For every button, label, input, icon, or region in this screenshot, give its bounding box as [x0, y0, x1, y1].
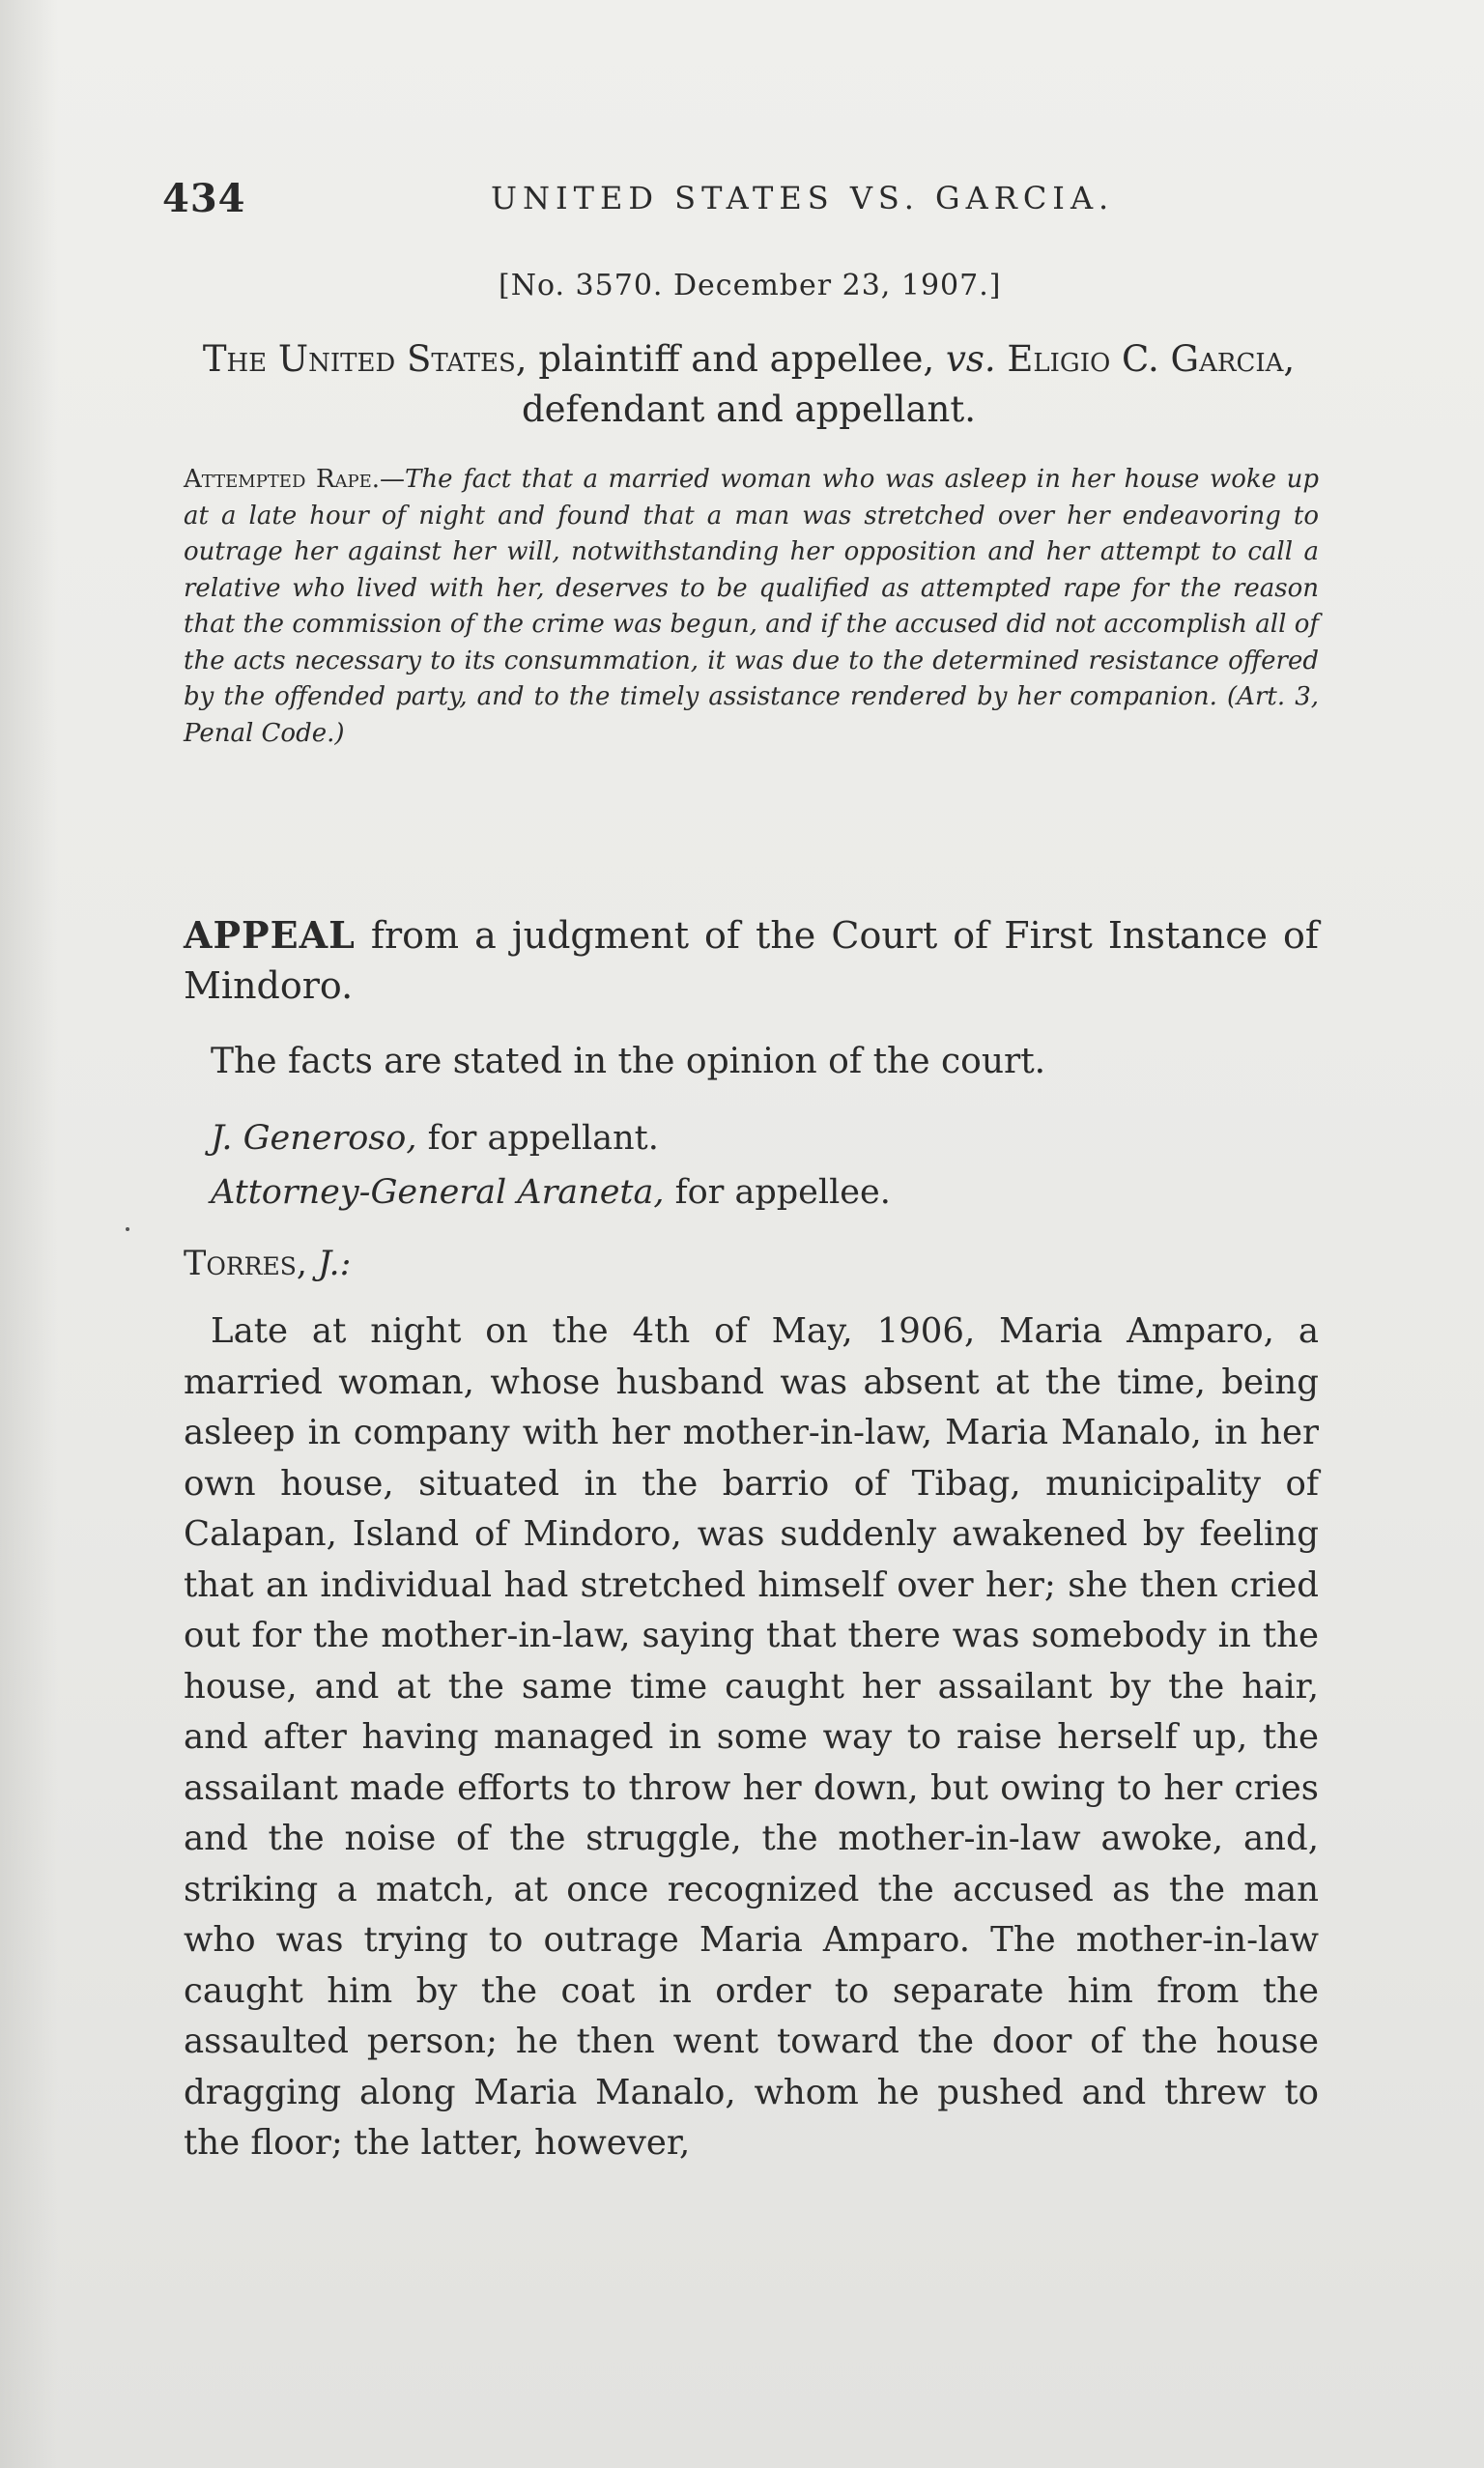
counsel-block [211, 1111, 1312, 1220]
plaintiff-role: , plaintiff and appellee, [515, 338, 946, 380]
appellee-counsel-name: Attorney-General Araneta, [211, 1173, 665, 1212]
judge-name: Torres, [184, 1245, 307, 1283]
appellant-counsel [211, 1111, 1312, 1165]
versus: vs. [945, 338, 996, 380]
appeal-text: from a judgment of the Court of First Instance of Mindoro. [184, 914, 1319, 1007]
docket-line: [No. 3570. December 23, 1907.] [499, 269, 1002, 302]
appeal-lead: APPEAL [184, 913, 356, 957]
syllabus-dash: — [380, 465, 406, 494]
syllabus-text: The fact that a married woman who was asleep in her house woke up at a late hour of night and found that a man was stretched over her endeavoring to outrage her against her will, notwithstanding her opposition and her attempt to call a relative who lived with her, deserves to be qualified as attempted rape for the reason that the commission of the crime was begun, and if the accused did not accomplish all of the acts necessary to its consummation, it was due to the determined resistance offered by the offended party, and to the timely assistance rendered by her companion. (Art. 3, Penal Code.) [184, 465, 1319, 748]
page-header [162, 176, 1322, 234]
defendant-name: Eligio C. Garcia [1007, 338, 1284, 380]
defendant-role: , defendant and appellant. [521, 338, 1296, 430]
facts-statement: The facts are stated in the opinion of the court. [211, 1042, 1046, 1081]
appellee-counsel [211, 1165, 1312, 1220]
ink-spot [126, 1227, 129, 1231]
appellant-counsel-name: J. Generoso, [211, 1119, 417, 1158]
plaintiff-name: The United States [202, 338, 516, 380]
syllabus-heading: Attempted Rape. [184, 465, 381, 494]
appellee-counsel-role: for appellee. [664, 1173, 891, 1212]
running-head: UNITED STATES VS. GARCIA. [491, 180, 1115, 216]
syllabus [184, 462, 1319, 752]
case-parties [174, 334, 1324, 435]
judge-title: J.: [307, 1245, 352, 1283]
page-number: 434 [162, 176, 246, 221]
judge-attribution [184, 1245, 351, 1283]
opinion-text: Late at night on the 4th of May, 1906, Maria Amparo, a married woman, whose husband was absent at the time, being asleep in company with her mother-in-law, Maria Manalo, in her own house, situated in the barrio of Tibag, municipality of Calapan, Island of Mindoro, was suddenly awakened by feeling that an individual had stretched himself over her; she then cried out for the mother-in-law, saying that there was somebody in the house, and at the same time caught her assailant by the hair, and after having managed in some way to raise herself up, the assailant made efforts to throw her down, but owing to her cries and the noise of the struggle, the mother-in-law awoke, and, striking a match, at once recognized the accused as the man who was trying to outrage Maria Amparo. The mother-in-law caught him by the coat in order to separate him from the assaulted person; he then went toward the door of the house dragging along Maria Manalo, whom he pushed and threw to the floor; the latter, however, [184, 1311, 1319, 2163]
appellant-counsel-role: for appellant. [416, 1119, 659, 1158]
appeal-statement [184, 910, 1319, 1011]
